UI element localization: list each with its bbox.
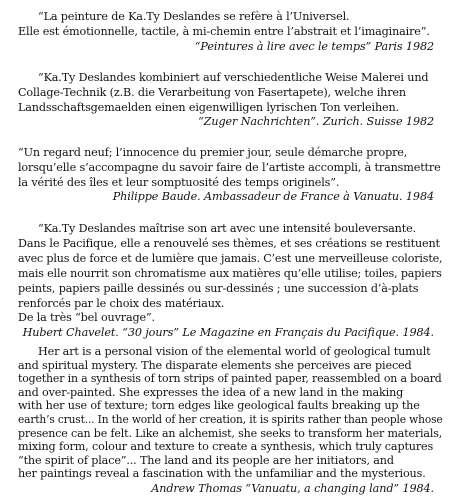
quote-4-line-2: Dans le Pacifique, elle a renouvelé ses thèmes, et ses créations se restituent [18, 237, 440, 250]
quote-2-line-1: “Ka.Ty Deslandes kombiniert auf verschiedentliche Weise Malerei und [38, 71, 429, 84]
quote-4-line-3: avec plus de force et de lumière que jamais. C’est une merveilleuse coloriste, [18, 252, 443, 265]
quote-5-line-6: earth’s crust... In the world of her creation, it is spirits rather than people whose [18, 413, 443, 426]
quote-5-line-10: her paintings reveal a fascination with the unfamiliar and the mysterious. [18, 467, 426, 481]
quote-5-line-8: mixing form, colour and texture to create a synthesis, which truly captures [18, 440, 434, 454]
quote-2-line-3: Landsschaftsgemaelden einen eigenwilligen lyrischen Ton verleihen. [18, 101, 399, 114]
quote-4-line-6: renforcés par le choix des matériaux. [18, 297, 225, 310]
quote-4-attribution: Hubert Chavelet. “30 jours” Le Magazine en Français du Pacifique. 1984. [22, 326, 434, 339]
quote-5-line-3: together in a synthesis of torn strips of painted paper, reassembled on a board [18, 372, 442, 386]
quote-4-line-1: “Ka.Ty Deslandes maîtrise son art avec une intensité bouleversante. [38, 222, 416, 235]
quote-3-line-1: “Un regard neuf; l’innocence du premier jour, seule démarche propre, [18, 146, 408, 159]
quote-3-attribution: Philippe Baude. Ambassadeur de France à Vanuatu. 1984 [112, 190, 434, 203]
quote-3-line-3: la vérité des îles et leur somptuosité des temps originels”. [18, 176, 340, 189]
quote-4-line-7: De la très “bel ouvrage”. [18, 311, 155, 324]
quote-5-line-4: and over-painted. She expresses the idea of a new land in the making [18, 385, 404, 399]
quote-4-line-4: mais elle nourrit son chromatisme aux matières qu’elle utilise; toiles, papiers [18, 267, 442, 280]
quote-3-line-2: lorsqu’elle s’accompagne du savoir faire de l’artiste accompli, à transmettre [18, 161, 441, 174]
quote-5-line-2: and spiritual mystery. The disparate elements she perceives are pieced [18, 358, 412, 372]
quote-5-line-7: presence can be felt. Like an alchemist, she seeks to transform her materials, [18, 426, 443, 440]
quote-1-line-2: Elle est émotionnelle, tactile, à mi-chemin entre l’abstrait et l’imaginaire”. [18, 25, 430, 38]
quote-4-line-5: peints, papiers paille dessinés ou sur-dessinés ; une succession d’à-plats [18, 282, 419, 295]
quote-5-attribution: Andrew Thomas “Vanuatu, a changing land” 1984. [151, 481, 434, 495]
quote-5-line-1: Her art is a personal vision of the elemental world of geological tumult [38, 345, 431, 358]
quote-5-line-9: “the spirit of place”... The land and its people are her initiators, and [18, 453, 394, 467]
quote-2-attribution: “Zuger Nachrichten”. Zurich. Suisse 1982 [198, 115, 434, 128]
quote-5-line-5: with her use of texture; torn edges like geological faults breaking up the [18, 399, 420, 413]
quote-1-line-1: “La peinture de Ka.Ty Deslandes se refère à l’Universel. [38, 10, 350, 23]
quote-1-attribution: “Peintures à lire avec le temps” Paris 1982 [194, 40, 434, 53]
quote-2-line-2: Collage-Technik (z.B. die Verarbeitung von Fasertapete), welche ihren [18, 86, 406, 99]
